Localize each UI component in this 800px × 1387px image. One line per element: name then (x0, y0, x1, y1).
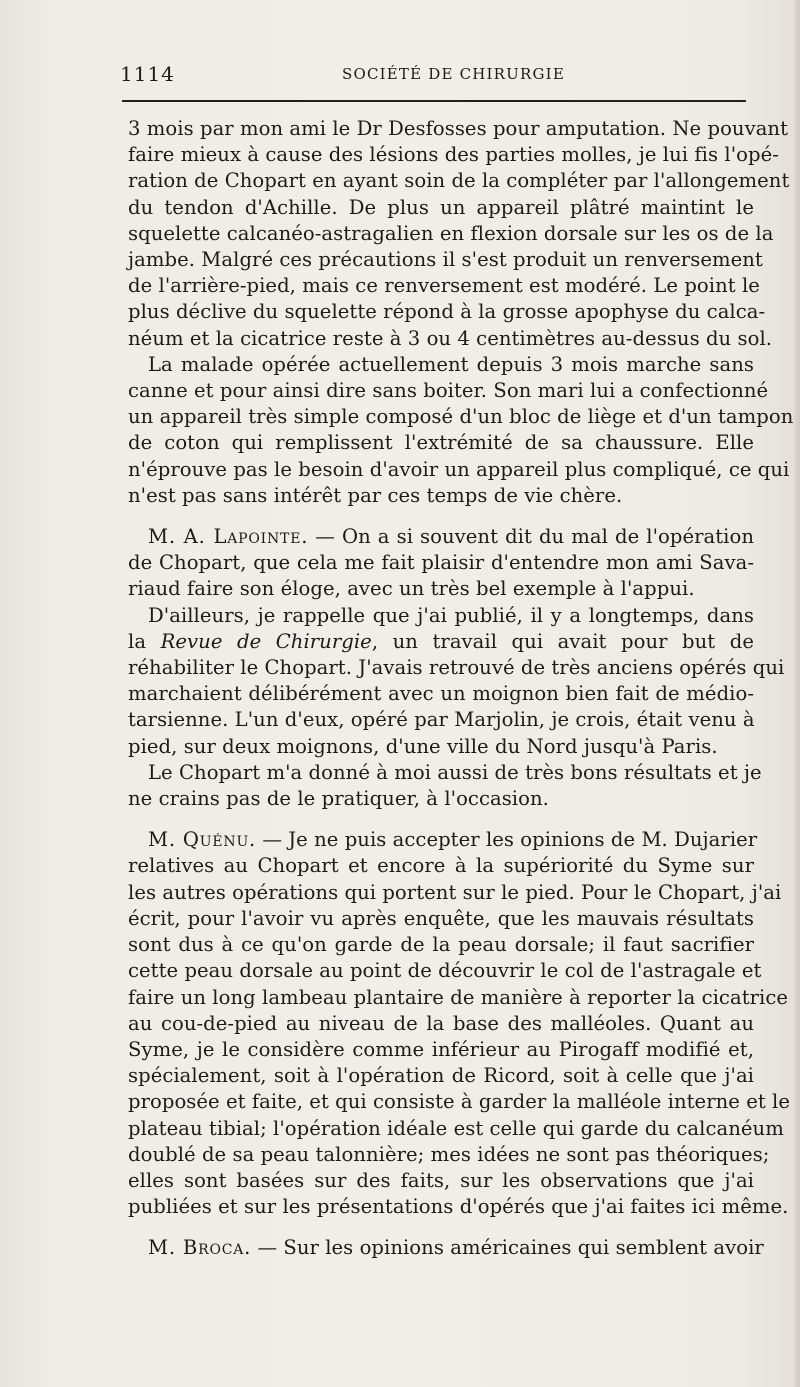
text-line: écrit, pour l'avoir vu après enquête, que les mauvais résultats (128, 906, 754, 930)
running-title: SOCIÉTÉ DE CHIRURGIE (342, 65, 565, 83)
text-line (128, 827, 758, 853)
text-line: plateau tibial; l'opération idéale est celle qui garde du calcanéum (128, 1116, 784, 1140)
text-line: les autres opérations qui portent sur le pied. Pour le Chopart, j'ai (128, 880, 782, 904)
spacer (128, 509, 754, 524)
paragraph-5 (128, 760, 762, 812)
speaker-name: M. A. Lapointe. (148, 525, 309, 549)
body-text (128, 116, 794, 1262)
text-line: proposée et faite, et qui consiste à garder la malléole interne et le (128, 1090, 791, 1114)
page-number: 1114 (120, 62, 175, 86)
paragraph-4 (128, 603, 785, 760)
text-line: plus déclive du squelette répond à la grosse apophyse du calca- (128, 300, 766, 324)
paragraph-quenu (128, 827, 791, 1220)
speech-text: — Sur les opinions américaines qui semblent avoir (251, 1236, 764, 1260)
page-header (120, 62, 748, 88)
paragraph-1 (128, 116, 790, 352)
speaker-name: M. Quénu. (148, 828, 257, 852)
text-line: pied, sur deux moignons, d'une ville du Nord jusqu'à Paris. (128, 734, 718, 758)
text-line: elles sont basées sur des faits, sur les observations que j'ai (128, 1168, 754, 1192)
text-line: un appareil très simple composé d'un bloc de liège et d'un tampon (128, 405, 794, 429)
paragraph-lapointe (128, 524, 754, 603)
page-edge-shadow (794, 0, 800, 1387)
spacer (128, 812, 754, 827)
text-line: néum et la cicatrice reste à 3 ou 4 centimètres au-dessus du sol. (128, 326, 773, 350)
text-line: réhabiliter le Chopart. J'avais retrouvé de très anciens opérés qui (128, 656, 785, 680)
text-line: spécialement, soit à l'opération de Ricord, soit à celle que j'ai (128, 1064, 754, 1088)
text-line: Syme, je le considère comme inférieur au Pirogaff modifié et, (128, 1037, 754, 1061)
paragraph-broca (128, 1235, 764, 1261)
speech-text: — On a si souvent dit du mal de l'opération (308, 525, 754, 549)
text-line: Le Chopart m'a donné à moi aussi de très bons résultats et je (148, 760, 762, 784)
text-line: riaud faire son éloge, avec un très bel exemple à l'appui. (128, 577, 695, 601)
text-line: au cou-de-pied au niveau de la base des malléoles. Quant au (128, 1011, 754, 1035)
text-line: ne crains pas de le pratiquer, à l'occasion. (128, 787, 549, 811)
text-line (128, 524, 754, 550)
text-line: jambe. Malgré ces précautions il s'est produit un renversement (128, 248, 763, 272)
text-line: canne et pour ainsi dire sans boiter. Son mari lui a confectionné (128, 379, 769, 403)
text-line: faire un long lambeau plantaire de manière à reporter la cicatrice (128, 985, 789, 1009)
text-fragment: la (128, 629, 161, 653)
paragraph-2 (128, 352, 794, 509)
text-fragment: , un travail qui avait pour but de (371, 629, 754, 653)
text-line: du tendon d'Achille. De plus un appareil plâtré maintint le (128, 195, 754, 219)
text-line: La malade opérée actuellement depuis 3 mois marche sans (148, 352, 754, 376)
text-line: de l'arrière-pied, mais ce renversement est modéré. Le point le (128, 274, 760, 298)
text-line: D'ailleurs, je rappelle que j'ai publié, il y a longtemps, dans (148, 603, 754, 627)
text-line: sont dus à ce qu'on garde de la peau dorsale; il faut sacrifier (128, 933, 754, 957)
text-line: de Chopart, que cela me fait plaisir d'entendre mon ami Sava- (128, 551, 754, 575)
text-line: tarsienne. L'un d'eux, opéré par Marjolin, je crois, était venu à (128, 708, 755, 732)
header-rule (122, 100, 746, 102)
journal-title: Revue de Chirurgie (160, 629, 372, 653)
text-line: faire mieux à cause des lésions des parties molles, je lui fis l'opé- (128, 143, 779, 167)
text-line: relatives au Chopart et encore à la supériorité du Syme sur (128, 854, 754, 878)
text-line: squelette calcanéo-astragalien en flexion dorsale sur les os de la (128, 221, 774, 245)
text-line: n'éprouve pas le besoin d'avoir un appareil plus compliqué, ce qui (128, 457, 790, 481)
text-line: cette peau dorsale au point de découvrir le col de l'astragale et (128, 959, 762, 983)
spacer (128, 1220, 754, 1235)
text-line: doublé de sa peau talonnière; mes idées ne sont pas théoriques; (128, 1142, 770, 1166)
text-line: n'est pas sans intérêt par ces temps de vie chère. (128, 483, 623, 507)
speaker-name: M. Broca. (148, 1236, 252, 1260)
speech-text: — Je ne puis accepter les opinions de M. Dujarier (256, 828, 758, 852)
text-line: de coton qui remplissent l'extrémité de sa chaussure. Elle (128, 431, 754, 455)
text-line (128, 629, 754, 655)
text-line: marchaient délibérément avec un moignon bien fait de médio- (128, 682, 754, 706)
text-line: publiées et sur les présentations d'opérés que j'ai faites ici même. (128, 1195, 789, 1219)
text-line (128, 1235, 764, 1261)
text-line: ration de Chopart en ayant soin de la compléter par l'allongement (128, 169, 790, 193)
text-line: 3 mois par mon ami le Dr Desfosses pour amputation. Ne pouvant (128, 117, 789, 140)
